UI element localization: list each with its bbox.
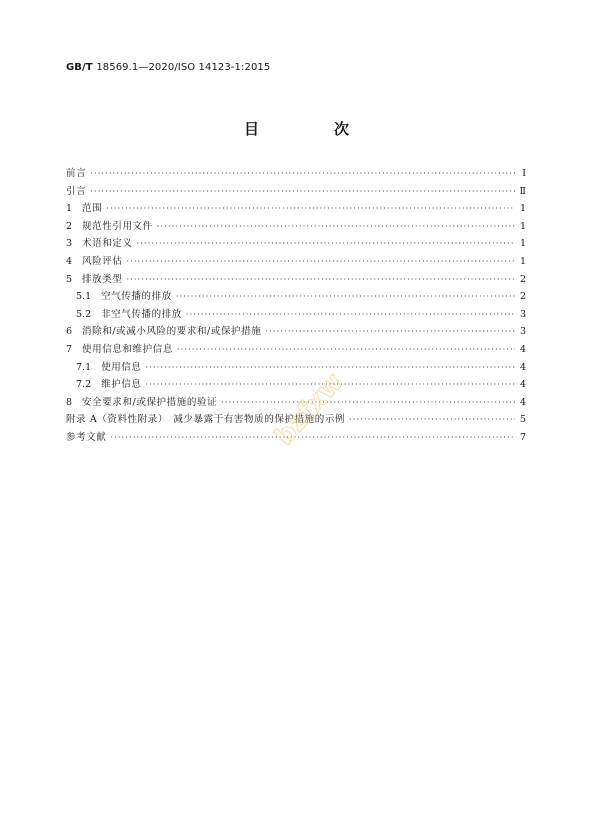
toc-leader-dots — [137, 235, 515, 253]
toc-leader-dots — [110, 429, 515, 447]
toc-entry-title: 风险评估 — [82, 255, 123, 267]
toc-entry-number: 1 — [66, 203, 73, 215]
toc-entry-number: 3 — [66, 238, 73, 250]
toc-leader-dots — [146, 359, 515, 377]
toc-entry-number: 7 — [66, 343, 73, 355]
toc-leader-dots — [177, 341, 515, 359]
toc-page-number: 1 — [519, 203, 526, 215]
toc-entry-number: 5.1 — [76, 291, 92, 303]
toc-entry[interactable] — [66, 253, 526, 271]
toc-leader-dots — [221, 394, 515, 412]
toc-leader-dots — [126, 253, 515, 271]
toc-leader-dots — [90, 165, 515, 183]
toc-page-number: 4 — [519, 396, 526, 408]
toc-entry[interactable] — [66, 306, 526, 324]
toc-leader-dots — [349, 411, 515, 429]
toc-page-number: 1 — [519, 220, 526, 232]
toc-entry-title: 参考文献 — [66, 431, 107, 443]
toc-leader-dots — [265, 323, 515, 341]
toc-entry-title: 附录 A（资料性附录） 减少暴露于有害物质的保护措施的示例 — [66, 414, 346, 426]
toc-entry[interactable] — [66, 359, 526, 377]
toc-entry[interactable] — [66, 411, 526, 429]
toc-entry[interactable] — [66, 271, 526, 289]
toc-page-number: 4 — [519, 343, 526, 355]
toc-entry[interactable] — [66, 376, 526, 394]
toc-page-number: Ⅱ — [519, 185, 526, 197]
toc-entry[interactable] — [66, 165, 526, 183]
toc-entry-number: 8 — [66, 396, 73, 408]
toc-entry[interactable] — [66, 429, 526, 447]
standard-prefix: GB/T — [66, 62, 93, 73]
toc-entry[interactable] — [66, 218, 526, 236]
toc-entry-title: 排放类型 — [82, 273, 123, 285]
toc-entry-title: 前言 — [66, 168, 87, 179]
toc-page-number: 4 — [519, 379, 526, 391]
toc-entry-number: 4 — [66, 255, 73, 267]
toc-page-number: 1 — [519, 238, 526, 250]
toc-page-number: 2 — [519, 273, 526, 285]
toc-leader-dots — [176, 288, 515, 306]
standard-code: 18569.1—2020/ISO 14123-1:2015 — [96, 62, 271, 73]
toc-page-number: 1 — [519, 255, 526, 267]
toc-entry-title: 安全要求和/或保护措施的验证 — [82, 396, 218, 408]
toc-page-number: Ⅰ — [522, 168, 526, 179]
toc-entry-number: 6 — [66, 326, 73, 338]
toc-entry-number: 5 — [66, 273, 73, 285]
toc-entry-title: 范围 — [82, 203, 103, 215]
toc-page-number: 7 — [519, 431, 526, 443]
toc-leader-dots — [106, 200, 515, 218]
toc-leader-dots — [90, 183, 515, 201]
table-of-contents — [66, 165, 526, 447]
toc-entry-title: 引言 — [66, 185, 87, 197]
toc-entry[interactable] — [66, 288, 526, 306]
toc-page-number: 5 — [519, 414, 526, 426]
toc-entry-number: 5.2 — [76, 308, 92, 320]
toc-page-number: 2 — [519, 291, 526, 303]
toc-entry-title: 非空气传播的排放 — [101, 308, 182, 320]
toc-entry-title: 规范性引用文件 — [82, 220, 153, 232]
toc-entry-title: 使用信息和维护信息 — [82, 343, 173, 355]
toc-leader-dots — [146, 376, 515, 394]
toc-page-number: 3 — [519, 326, 526, 338]
watermark-text: bzfxw — [269, 367, 350, 452]
toc-entry-title: 消除和/或减小风险的要求和/或保护措施 — [82, 326, 262, 338]
toc-entry-title: 使用信息 — [101, 361, 142, 373]
toc-entry-title: 空气传播的排放 — [101, 291, 172, 303]
toc-entry-number: 7.1 — [76, 361, 92, 373]
toc-title: 目 次 — [243, 120, 379, 138]
toc-leader-dots — [157, 218, 515, 236]
toc-entry[interactable] — [66, 394, 526, 412]
toc-entry-number: 7.2 — [76, 379, 92, 391]
toc-entry-title: 术语和定义 — [82, 238, 133, 250]
toc-entry[interactable] — [66, 200, 526, 218]
toc-leader-dots — [186, 306, 515, 324]
toc-entry-number: 2 — [66, 220, 73, 232]
toc-entry[interactable] — [66, 323, 526, 341]
toc-entry-title: 维护信息 — [101, 379, 142, 391]
toc-entry[interactable] — [66, 235, 526, 253]
toc-page-number: 4 — [519, 361, 526, 373]
toc-entry[interactable] — [66, 183, 526, 201]
page-header — [66, 62, 270, 73]
toc-leader-dots — [126, 271, 515, 289]
toc-page-number: 3 — [519, 308, 526, 320]
toc-entry[interactable] — [66, 341, 526, 359]
